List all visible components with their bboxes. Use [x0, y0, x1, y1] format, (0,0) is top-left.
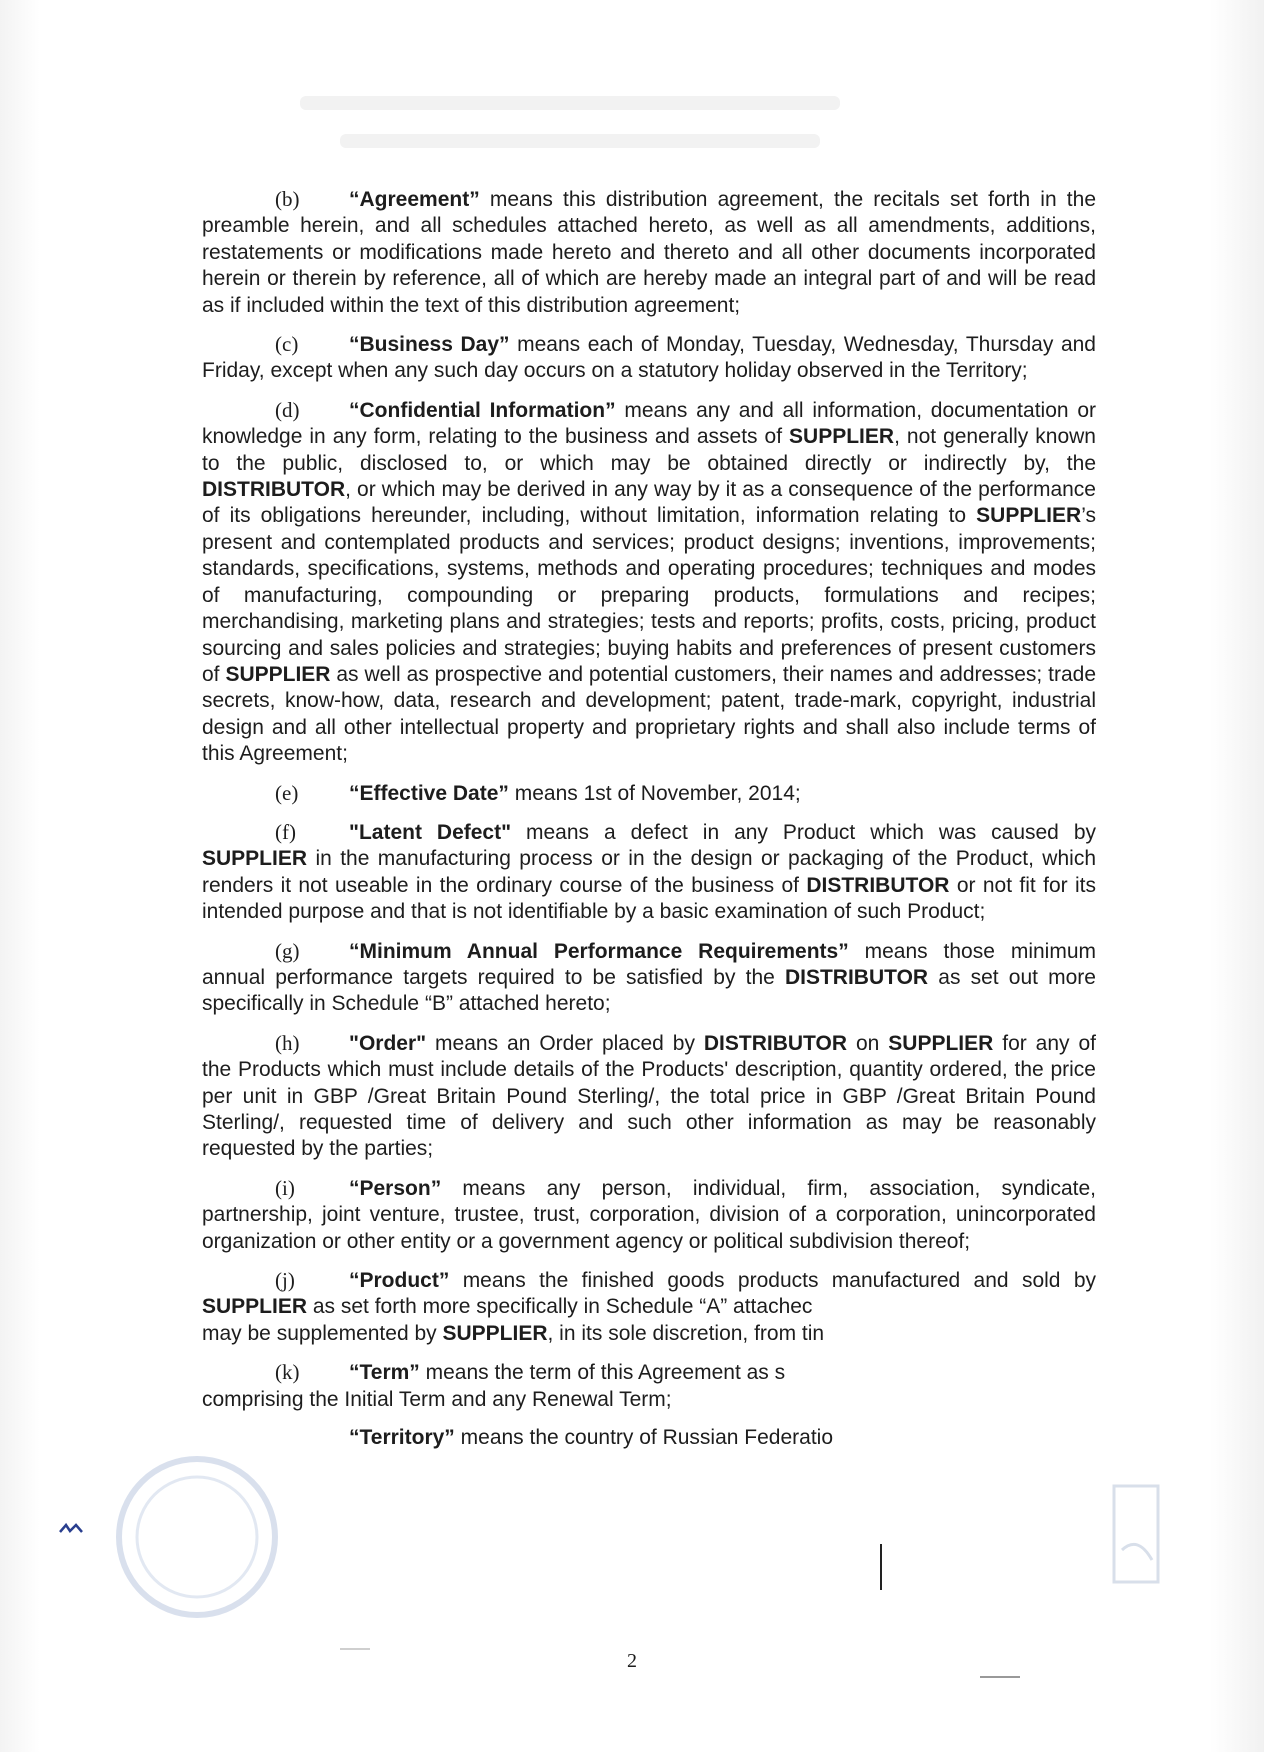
definition-text: , in its sole discretion, from tin [547, 1321, 825, 1345]
definition-text: means any person, individual, firm, association, syndicate, partnership, joint venture, trustee, trust, corporation, division of a corporation, unincorporated organization or other entity or a government agency or political subdivision thereof; [202, 1176, 1096, 1253]
torn-corner-mask [881, 1424, 1101, 1590]
defined-term: “Business Day” [349, 333, 510, 357]
definition-text: comprising the Initial Term and any Renewal Term; [202, 1387, 672, 1411]
definition-text: ’s present and contemplated products and services; product designs; inventions, improvements; standards, specifications, systems, methods and operating procedures; techniques and modes of manufacturing, compounding or preparing products, formulations and recipes; merchandising, marketing plans and strategies; tests and reports; profits, costs, pricing, product sourcing and sales policies and strategies; buying habits and preferences of present customers of [202, 504, 1096, 686]
party-name: DISTRIBUTOR [784, 965, 929, 989]
defined-term: “Agreement” [349, 188, 480, 211]
definition-text: , or which may be derived in any way by it as a consequence of the performance of its obligations hereunder, including, without limitation, information relating to [202, 478, 1096, 528]
definition-paragraph [202, 331, 1096, 385]
party-name: SUPPLIER [888, 1031, 994, 1055]
document-body [202, 186, 1096, 1463]
party-name: SUPPLIER [202, 847, 308, 871]
definition-text: as set out more specifically in Schedule “B” attached hereto; [202, 965, 1096, 1016]
definition-paragraph [202, 1175, 1096, 1255]
definition-label: (b) [275, 187, 300, 211]
definition-paragraph [202, 1030, 1096, 1163]
definition-paragraph [202, 186, 1096, 319]
definition-label: (k) [275, 1360, 300, 1385]
definition-label: (e) [275, 780, 299, 805]
definition-label: (i) [275, 1175, 295, 1200]
bleed-through-mark [340, 134, 820, 148]
defined-term: “Product” [349, 1269, 450, 1293]
definition-label: (h) [275, 1030, 300, 1055]
definition-label: (j) [275, 1268, 295, 1293]
party-name: SUPPLIER [225, 662, 331, 686]
defined-term: "Order" [349, 1031, 427, 1055]
torn-edge-line [880, 1544, 882, 1590]
definition-text: means the country of Russian Federatio [454, 1426, 834, 1450]
stamp-fragment [1108, 1480, 1168, 1590]
definition-text: means any and all information, documentation or knowledge in any form, relating to the business and assets of [202, 398, 1096, 449]
defined-term: "Latent Defect" [349, 820, 512, 844]
defined-term: “Effective Date” [349, 781, 509, 805]
defined-term: “Person” [349, 1176, 442, 1200]
definition-text: , not generally known to the public, disclosed to, or which may be obtained directly or indirectly by, the [202, 425, 1096, 475]
seal-fragment-icon [58, 1522, 84, 1534]
party-name: SUPPLIER [789, 425, 895, 449]
definition-text: in the manufacturing process or in the design or packaging of the Product, which renders it not useable in the ordinary course of the business of [202, 847, 1096, 897]
definition-text: may be supplemented by [202, 1321, 443, 1345]
definition-text: as set forth more specifically in Schedule “A” attachec [307, 1295, 813, 1319]
definition-label: (d) [275, 397, 300, 422]
definition-paragraph [202, 1359, 1096, 1413]
defined-term: “Territory” [349, 1426, 455, 1450]
definition-text: means each of Monday, Tuesday, Wednesday, Thursday and Friday, except when any such day occurs on a statutory holiday observed in the Territory; [202, 333, 1096, 383]
seal-stamp [112, 1452, 282, 1622]
definition-paragraph [202, 397, 1096, 768]
definition-paragraph [202, 819, 1096, 926]
defined-term: “Minimum Annual Performance Requirements” [349, 939, 849, 963]
party-name: SUPPLIER [202, 1295, 308, 1319]
definition-paragraph [202, 1267, 1096, 1347]
definition-text: means 1st of November, 2014; [508, 781, 801, 805]
party-name: DISTRIBUTOR [806, 873, 950, 897]
page-number: 2 [627, 1650, 637, 1672]
defined-term: “Confidential Information” [349, 398, 616, 422]
definition-paragraph [202, 938, 1096, 1018]
definition-label: (g) [275, 938, 300, 963]
scan-mark [980, 1676, 1020, 1678]
party-name: DISTRIBUTOR [202, 478, 346, 502]
definition-text: means those minimum annual performance targets required to be satisfied by the [202, 939, 1096, 989]
party-name: SUPPLIER [442, 1321, 548, 1345]
definition-text: means this distribution agreement, the recitals set forth in the preamble herein, and all schedules attached hereto, as well as all amendments, additions, restatements or modifications made hereto and thereto and all other documents incorporated herein or therein by reference, all of which are hereby made an integral part of and will be read as if included within the text of this distribution agreement; [202, 188, 1096, 317]
definition-text: means a defect in any Product which was caused by [511, 820, 1096, 844]
party-name: DISTRIBUTOR [703, 1031, 848, 1055]
definition-text: means the finished goods products manufactured and sold by [449, 1269, 1096, 1293]
bleed-through-mark [300, 96, 840, 110]
definition-label: (f) [275, 819, 296, 844]
party-name: SUPPLIER [976, 504, 1082, 528]
definition-text: for any of the Products which must include details of the Products' description, quantity ordered, the price per unit in GBP /Great Britain Pound Sterling/, the total price in GBP /Great Britain Pound Sterling/, requested time of delivery and such other information as may be reasonably requested by the parties; [202, 1031, 1096, 1161]
definition-text: means an Order placed by [426, 1031, 704, 1055]
definition-text: on [847, 1031, 889, 1055]
definition-text: or not fit for its intended purpose and that is not identifiable by a basic examination of such Product; [202, 873, 1096, 924]
definition-label: (c) [275, 332, 299, 357]
definition-paragraph [202, 780, 1096, 807]
definition-text: as well as prospective and potential customers, their names and addresses; trade secrets, know-how, data, research and development; patent, trade-mark, copyright, industrial design and all other intellectual property and proprietary rights and shall also include terms of this Agreement; [202, 662, 1096, 766]
defined-term: “Term” [349, 1361, 420, 1385]
definition-text: means the term of this Agreement as s [419, 1361, 786, 1385]
